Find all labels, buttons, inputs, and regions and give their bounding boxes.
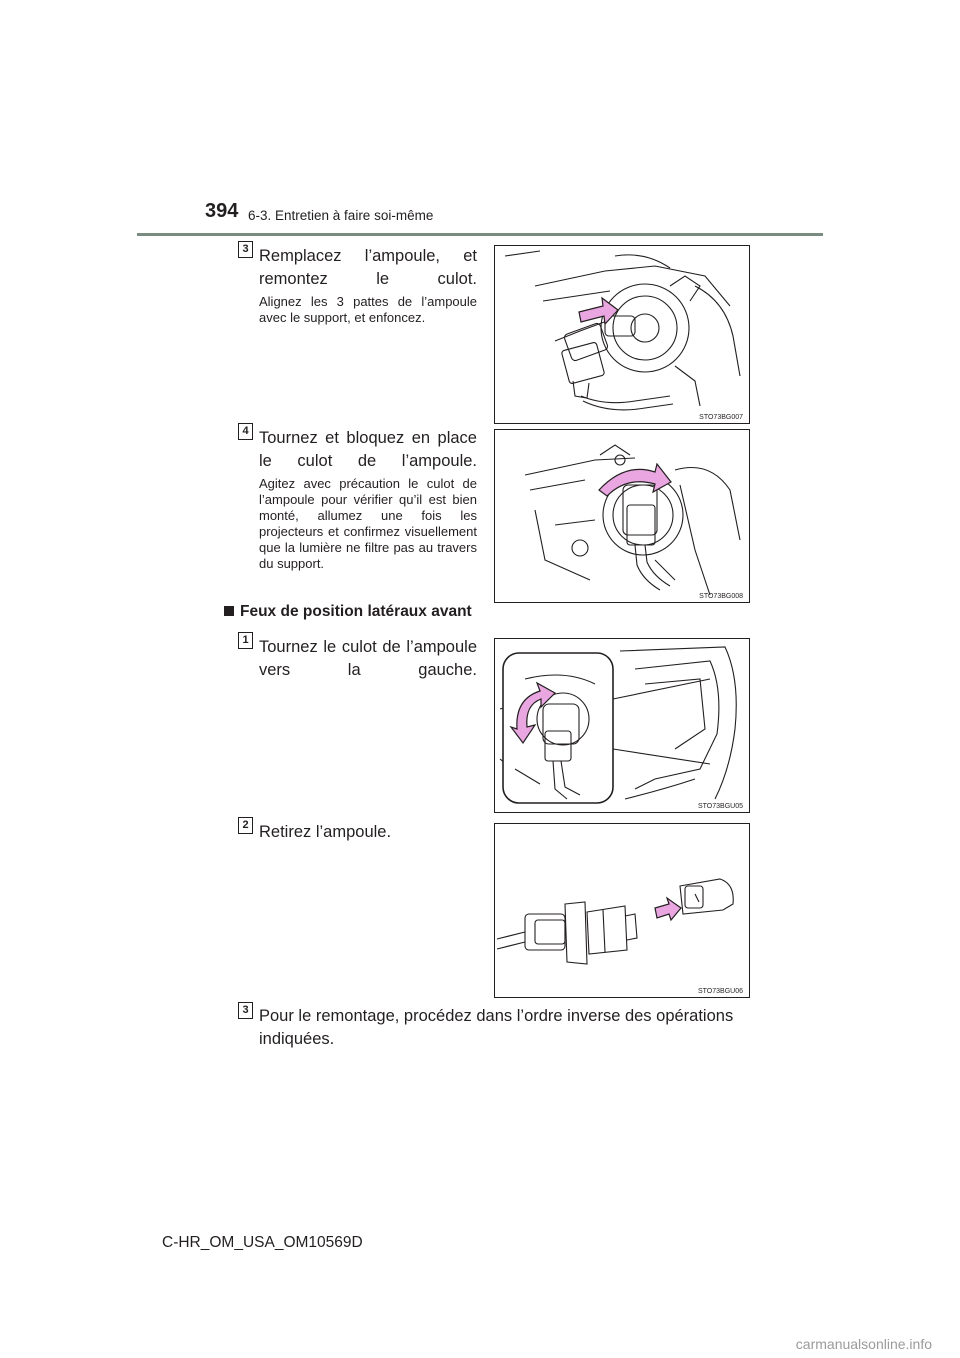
watermark: carmanualsonline.info — [795, 1336, 932, 1352]
step-text: Retirez l’ampoule. — [259, 823, 392, 841]
step-note: Alignez les 3 pattes de l’ampoule avec le support, et enfoncez. — [259, 294, 477, 325]
section-title: 6-3. Entretien à faire soi-même — [248, 208, 434, 223]
step-badge: 2 — [238, 817, 253, 834]
step-badge: 1 — [238, 632, 253, 649]
figure-code: STO73BG007 — [699, 414, 743, 421]
step-text: Tournez et bloquez en place le culot de l’ampoule. — [259, 429, 477, 470]
step-text: Tournez le culot de l’ampoule vers la gauche. — [259, 638, 477, 679]
step-badge: 3 — [238, 1002, 253, 1019]
document-code: C-HR_OM_USA_OM10569D — [162, 1234, 363, 1251]
figure-code: STO73BGU05 — [697, 803, 743, 810]
step-note: Agitez avec précaution le culot de l’ampoule pour vérifier qu’il est bien monté, allumez une fois les projecteurs et confirmez visuellement que la lumière ne filtre pas au travers du support. — [259, 476, 477, 571]
figure-bulb-remove — [494, 823, 750, 998]
figure-bulb-insert — [494, 245, 750, 424]
step-badge: 3 — [238, 241, 253, 258]
step-text: Remplacez l’ampoule, et remontez le culot. — [259, 247, 477, 288]
figure-code: STO73BGU06 — [697, 988, 743, 995]
step-text: Pour le remontage, procédez dans l’ordre inverse des opérations indiquées. — [259, 1007, 734, 1048]
figure-bulb-lock — [494, 429, 750, 603]
page-number: 394 — [205, 200, 239, 222]
figure-code: STO73BG008 — [699, 593, 743, 600]
step-badge: 4 — [238, 423, 253, 440]
figure-side-light-turn — [494, 638, 750, 813]
header-rule — [137, 233, 823, 236]
subsection-title: Feux de position latéraux avant — [240, 603, 472, 620]
section-bullet-icon — [224, 606, 234, 616]
